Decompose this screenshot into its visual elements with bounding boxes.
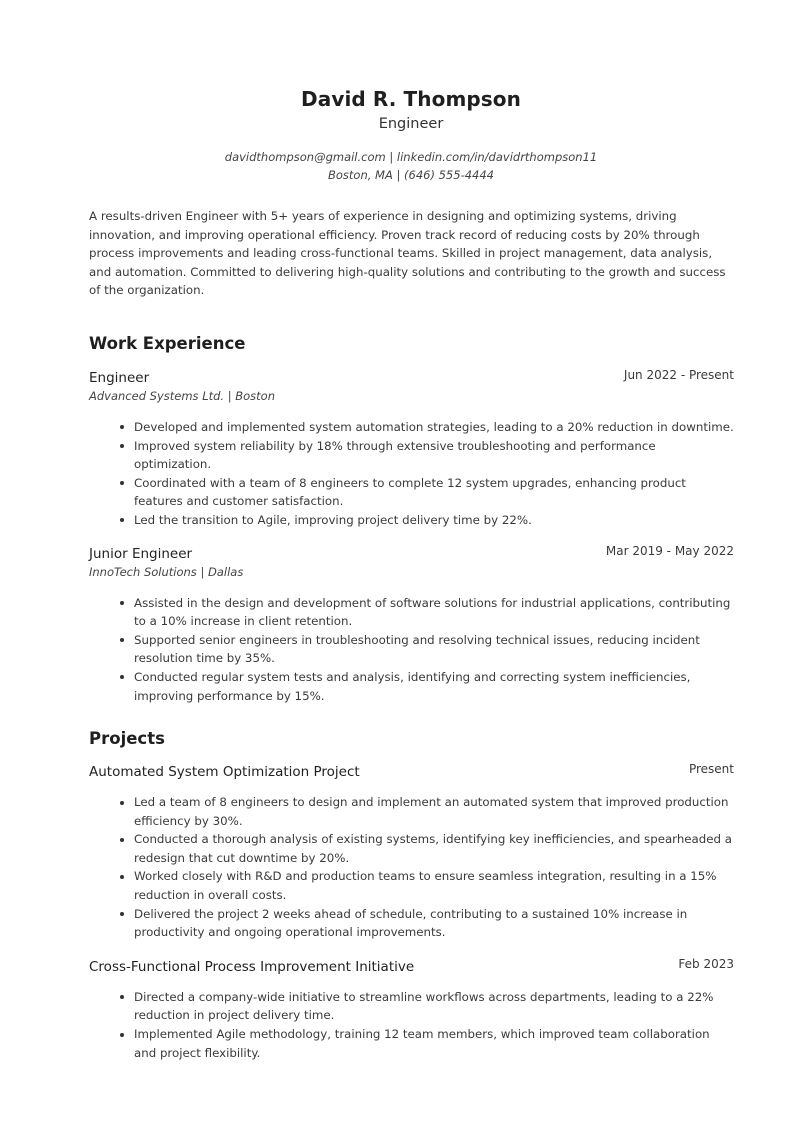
job-dates: Jun 2022 - Present — [623, 367, 734, 382]
bullet-item: Directed a company-wide initiative to streamline workflows across departments, leading to a 22% reduction in project delivery time. — [134, 988, 734, 1025]
work-experience-section — [89, 333, 734, 705]
project-entry — [89, 958, 734, 1062]
project-name: Cross-Functional Process Improvement Initiative — [89, 958, 415, 975]
company-location: Advanced Systems Ltd. | Boston — [89, 388, 275, 403]
work-experience-heading: Work Experience — [89, 333, 246, 353]
candidate-headline: Engineer — [378, 116, 444, 132]
project-entry-header — [89, 958, 734, 977]
projects-section — [89, 728, 734, 1062]
work-entry — [89, 545, 734, 706]
bullet-item: Conducted regular system tests and analysis, identifying and correcting system inefficiencies, improving performance by 15%. — [134, 668, 734, 705]
project-bullets — [89, 793, 734, 942]
bullet-item: Improved system reliability by 18% through extensive troubleshooting and performance optimization. — [134, 437, 734, 474]
work-entry — [89, 369, 734, 530]
job-title: Engineer — [89, 369, 150, 386]
job-dates: Mar 2019 - May 2022 — [605, 543, 734, 558]
work-entry-header — [89, 545, 734, 564]
bullet-item: Assisted in the design and development of software solutions for industrial applications, contributing to a 10% increase in client retention. — [134, 594, 734, 631]
project-date: Present — [688, 762, 734, 777]
bullet-item: Coordinated with a team of 8 engineers to complete 12 system upgrades, enhancing product features and customer satisfaction. — [134, 474, 734, 511]
project-bullets — [89, 988, 734, 1062]
bullet-item: Led the transition to Agile, improving project delivery time by 22%. — [134, 511, 734, 530]
bullet-item: Supported senior engineers in troubleshooting and resolving technical issues, reducing incident resolution time by 35%. — [134, 631, 734, 668]
project-entry-header — [89, 763, 734, 782]
project-name: Automated System Optimization Project — [89, 764, 360, 781]
job-bullets — [89, 594, 734, 706]
bullet-item: Delivered the project 2 weeks ahead of schedule, contributing to a sustained 10% increase in productivity and ongoing operational improvements. — [134, 905, 734, 942]
company-location: InnoTech Solutions | Dallas — [89, 564, 244, 579]
bullet-item: Implemented Agile methodology, training 12 team members, which improved team collaboration and project flexibility. — [134, 1025, 734, 1062]
professional-summary: A results-driven Engineer with 5+ years of experience in designing and optimizing systems, driving innovation, and improving operational efficiency. Proven track record of reducing costs by 20% through process improvements and leading cross-functional teams. Skilled in project management, data analysis, and automation. Committed to delivering high-quality solutions and contributing to the growth and success of the organization. — [89, 209, 726, 298]
resume-header — [0, 0, 800, 184]
work-entry-header — [89, 369, 734, 388]
contact-line-location-phone: Boston, MA | (646) 555-4444 — [328, 168, 494, 182]
project-date: Feb 2023 — [678, 956, 734, 971]
bullet-item: Developed and implemented system automation strategies, leading to a 20% reduction in downtime. — [134, 418, 734, 437]
bullet-item: Conducted a thorough analysis of existing systems, identifying key inefficiencies, and spearheaded a redesign that cut downtime by 20%. — [134, 830, 734, 867]
candidate-name: David R. Thompson — [301, 87, 521, 111]
bullet-item: Led a team of 8 engineers to design and implement an automated system that improved production efficiency by 30%. — [134, 793, 734, 830]
bullet-item: Worked closely with R&D and production teams to ensure seamless integration, resulting in a 15% reduction in overall costs. — [134, 867, 734, 904]
contact-line-email-linkedin: davidthompson@gmail.com | linkedin.com/in/davidrthompson11 — [224, 150, 598, 164]
job-title: Junior Engineer — [89, 545, 193, 562]
job-bullets — [89, 418, 734, 530]
project-entry — [89, 763, 734, 942]
projects-heading: Projects — [89, 729, 165, 749]
